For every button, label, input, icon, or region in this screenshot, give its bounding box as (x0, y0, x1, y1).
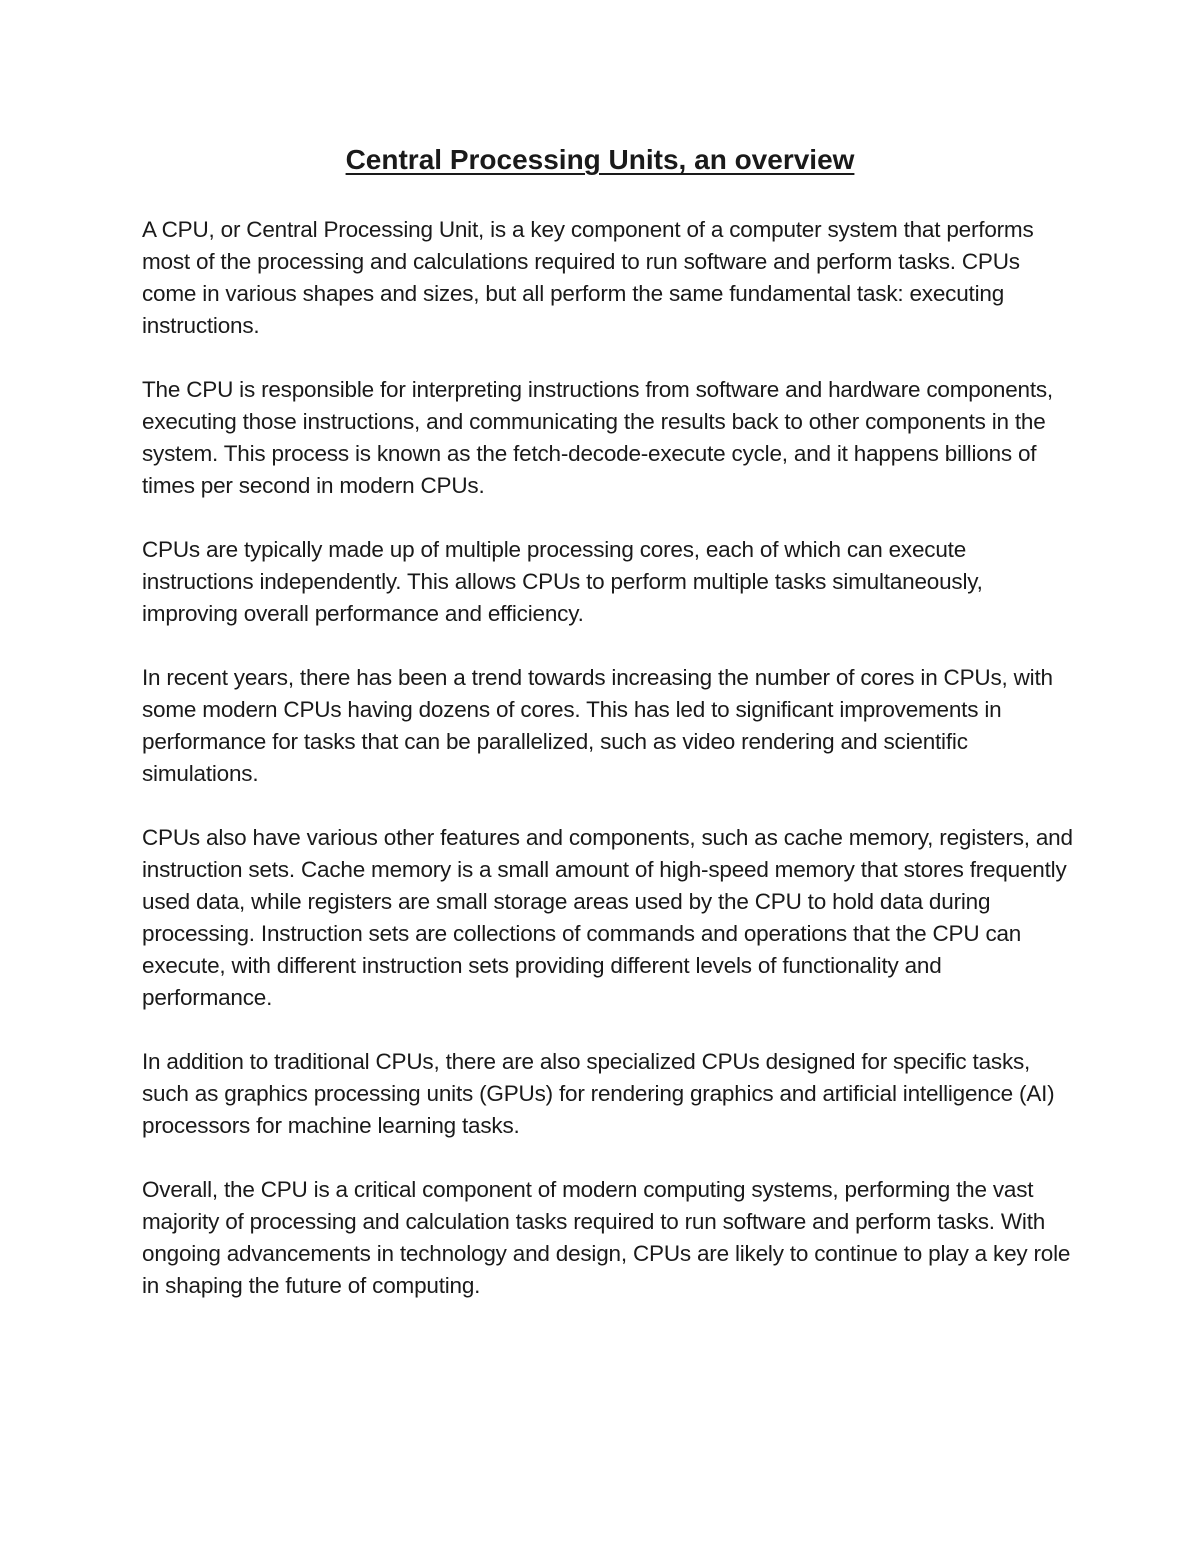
paragraph-2: The CPU is responsible for interpreting instructions from software and hardware components, executing those instructions, and communicating the results back to other components in the system. This process is known as the fetch-decode-execute cycle, and it happens billions of times per second in modern CPUs. (142, 377, 1053, 498)
document-title: Central Processing Units, an overview (345, 144, 855, 175)
paragraph-7: Overall, the CPU is a critical component of modern computing systems, performing the vast majority of processing and calculation tasks required to run software and perform tasks. With ongoing advancements in technology and design, CPUs are likely to continue to play a key role in shaping the future of computing. (142, 1177, 1071, 1298)
paragraph-1: A CPU, or Central Processing Unit, is a key component of a computer system that performs most of the processing and calculations required to run software and perform tasks. CPUs come in various shapes and sizes, but all perform the same fundamental task: executing instructions. (142, 217, 1034, 338)
paragraph-5: CPUs also have various other features and components, such as cache memory, registers, and instruction sets. Cache memory is a small amount of high-speed memory that stores frequently used data, while registers are small storage areas used by the CPU to hold data during processing. Instruction sets are collections of commands and operations that the CPU can execute, with different instruction sets providing different levels of functionality and performance. (142, 825, 1073, 1010)
paragraph-6: In addition to traditional CPUs, there are also specialized CPUs designed for specific tasks, such as graphics processing units (GPUs) for rendering graphics and artificial intelligence (AI) processors for machine learning tasks. (142, 1049, 1055, 1138)
document-body (142, 214, 1077, 1334)
paragraph-3: CPUs are typically made up of multiple processing cores, each of which can execute instructions independently. This allows CPUs to perform multiple tasks simultaneously, improving overall performance and efficiency. (142, 537, 983, 626)
paragraph-4: In recent years, there has been a trend towards increasing the number of cores in CPUs, with some modern CPUs having dozens of cores. This has led to significant improvements in performance for tasks that can be parallelized, such as video rendering and scientific simulations. (142, 665, 1053, 786)
